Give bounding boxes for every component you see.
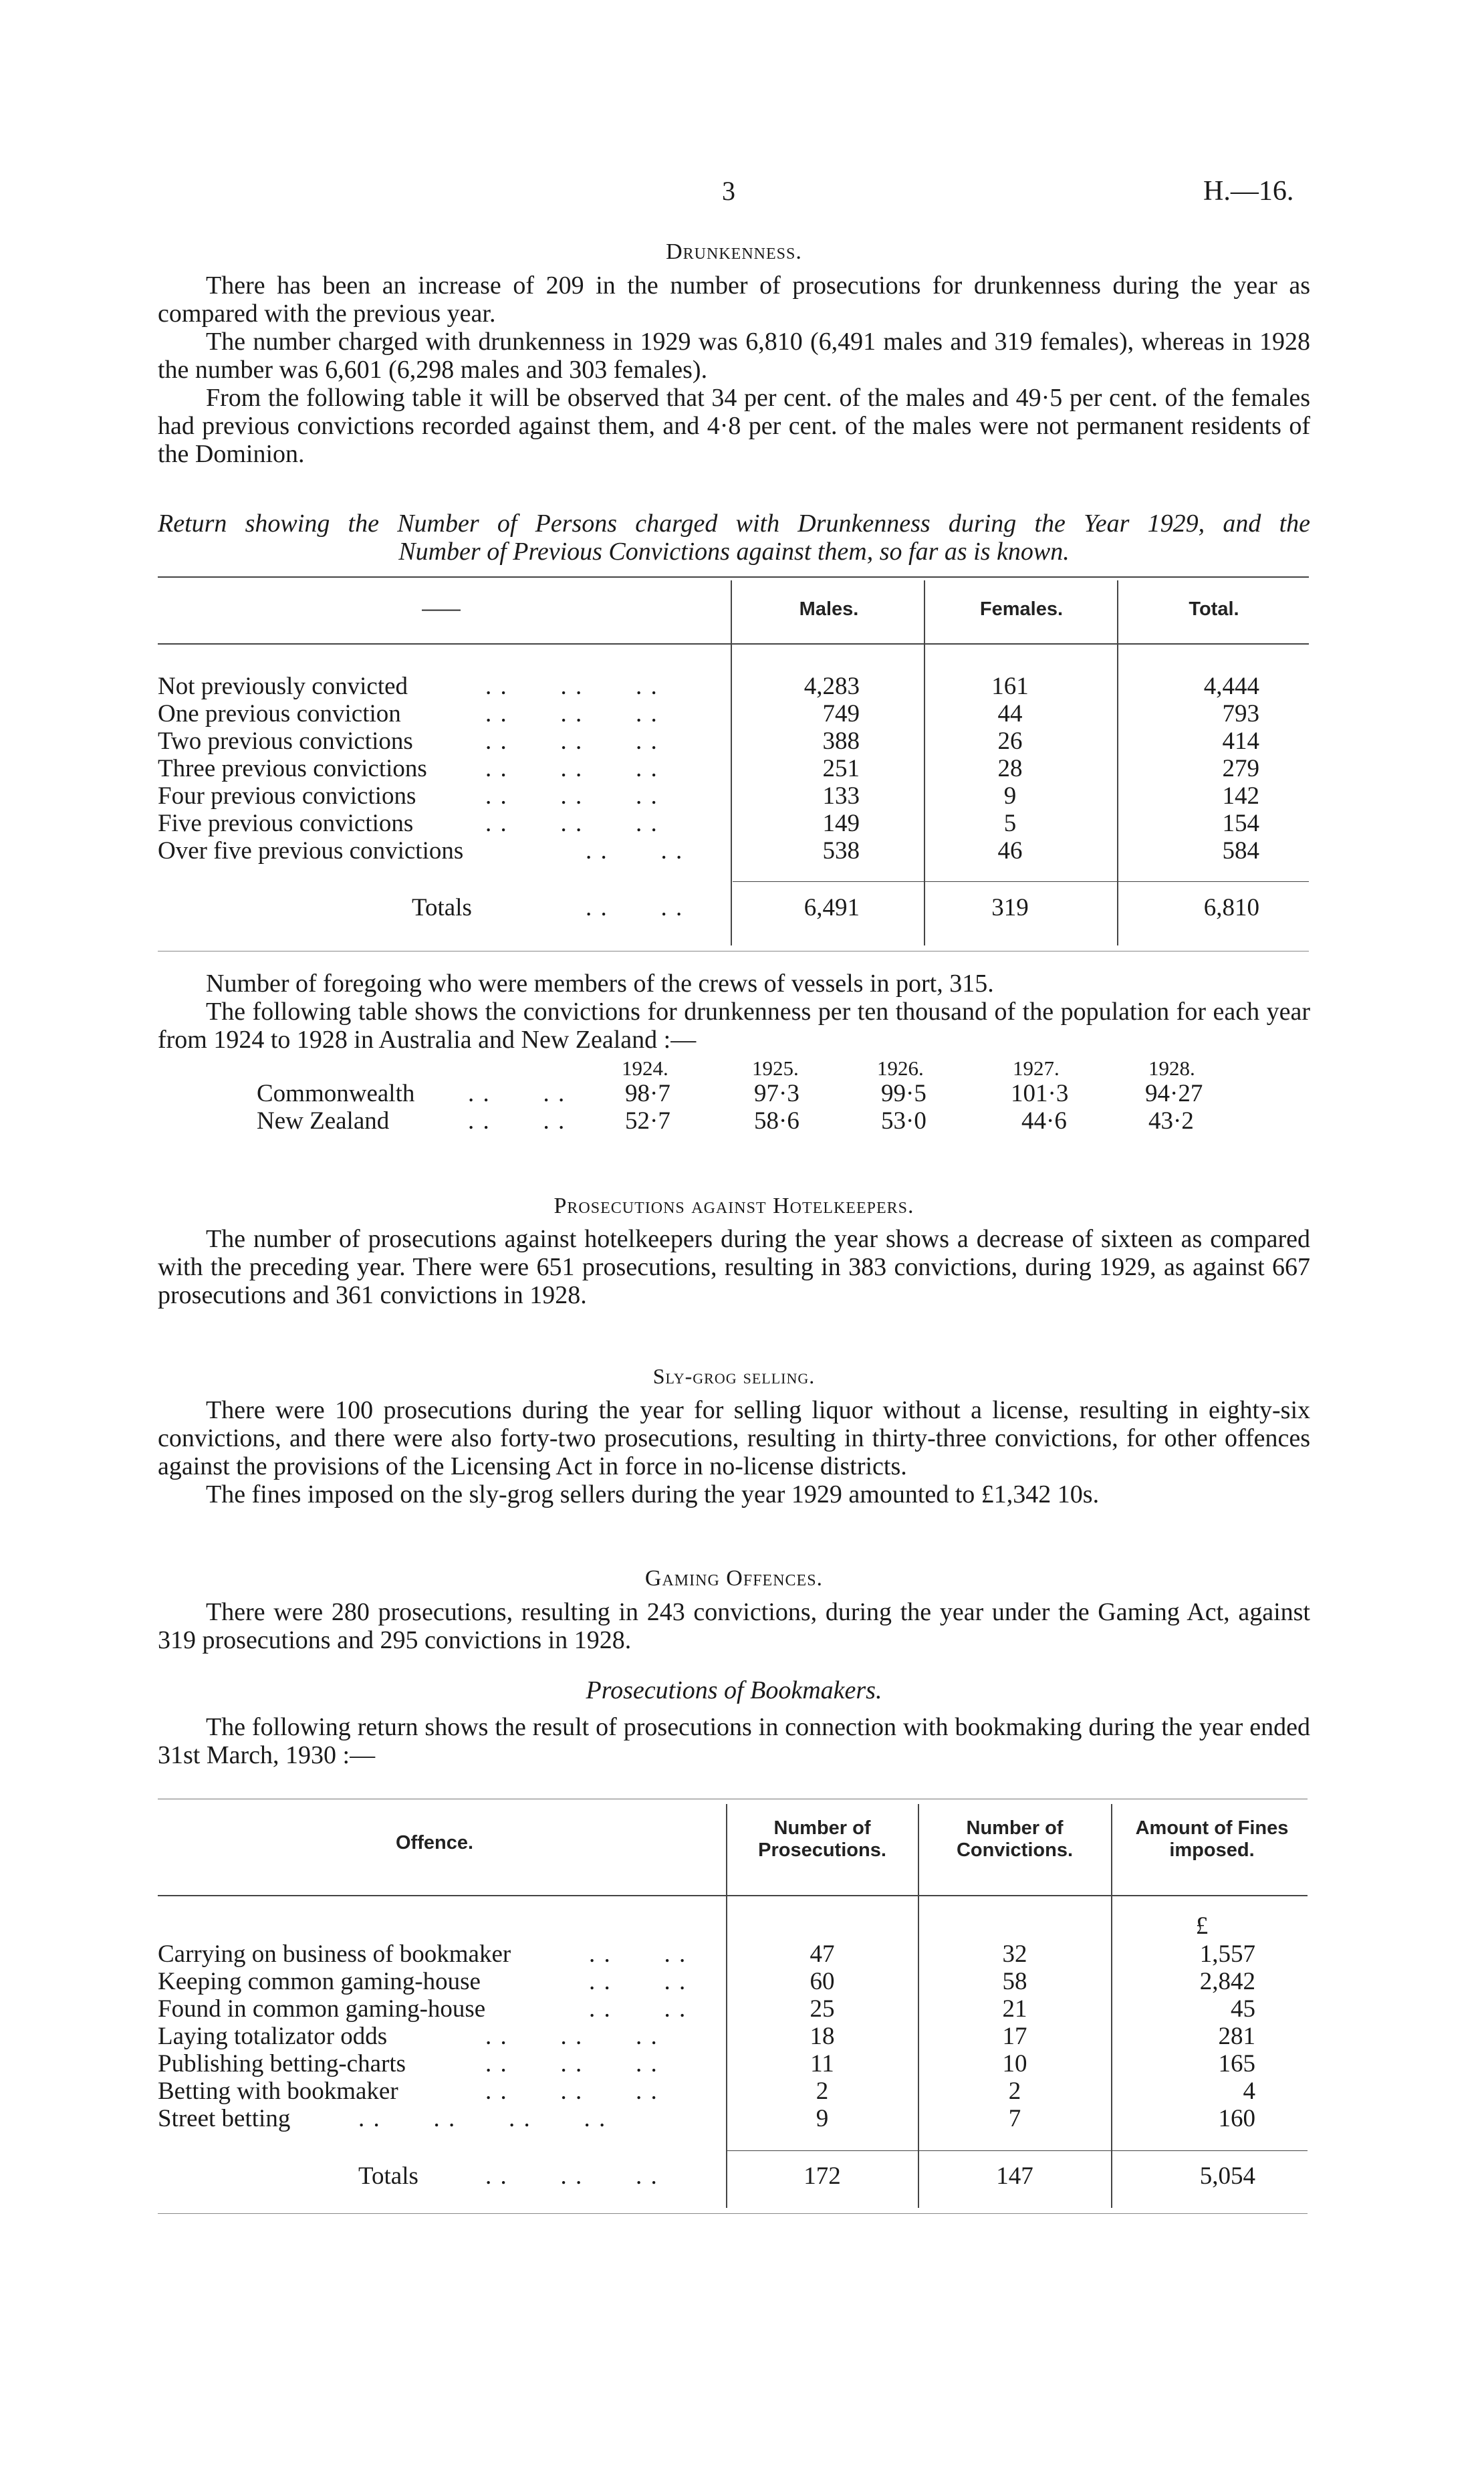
- col-header-total: Total.: [1189, 598, 1239, 620]
- rate-value: 98·7: [625, 1080, 670, 1107]
- fines-value: 281: [1218, 2023, 1255, 2050]
- table-row: [158, 2023, 1310, 2050]
- leader-dots: . . . .: [589, 1968, 687, 1995]
- table-row: [158, 782, 1310, 810]
- fines-value: 1,557: [1199, 1940, 1255, 1968]
- prosecutions-value: 9: [816, 2105, 829, 2132]
- rate-value: 99·5: [881, 1080, 926, 1107]
- convictions-value: 2: [1008, 2077, 1021, 2105]
- year-1926: 1926.: [877, 1056, 924, 1080]
- col-header-line: Convictions.: [956, 1839, 1073, 1861]
- col-header-convictions: [928, 1817, 1102, 1862]
- leader-dots: . . . .: [468, 1080, 566, 1107]
- table-head-rule: [158, 1895, 1308, 1896]
- drunkenness-paragraph-2: The number charged with drunkenness in 1929 was 6,810 (6,491 males and 319 females), whereas in 1928 the number was 6,601 (6,298 males and 303 females).: [158, 328, 1310, 384]
- total-value: 793: [1222, 700, 1259, 727]
- leader-dots: . . . .: [589, 1940, 687, 1968]
- leader-dots: . . . .: [468, 1107, 566, 1135]
- prosecutions-value: 2: [816, 2077, 829, 2105]
- leader-dots: . . . .: [586, 837, 684, 865]
- rates-row-label: Commonwealth: [257, 1080, 415, 1107]
- total-value: 584: [1222, 837, 1259, 865]
- females-value: 46: [997, 837, 1023, 865]
- leader-dots: . . . . . .: [485, 2162, 658, 2190]
- table-row: [158, 673, 1310, 700]
- totals-females: 319: [991, 894, 1029, 921]
- row-label: Keeping common gaming-house: [158, 1968, 481, 1995]
- col-header-line: Amount of Fines: [1135, 1817, 1289, 1839]
- rates-row: [0, 1080, 1484, 1107]
- bookmakers-intro: The following return shows the result of prosecutions in connection with bookmaking during the year ended 31st March, 1930 :—: [158, 1713, 1310, 1769]
- sly-grog-paragraph-1: There were 100 prosecutions during the year for selling liquor without a license, resulting in eighty-six convictions, and there were also forty-two prosecutions, resulting in thirty-three convictions, for other offences against the provisions of the Licensing Act in force in no-license districts.: [158, 1396, 1310, 1480]
- crews-line: Number of foregoing who were members of the crews of vessels in port, 315.: [206, 970, 994, 998]
- females-value: 26: [997, 727, 1023, 755]
- leader-dots: . . . . . . . .: [358, 2105, 607, 2132]
- row-label: Two previous convictions: [158, 727, 413, 755]
- convictions-value: 32: [1002, 1940, 1027, 1968]
- col-header-offence: Offence.: [395, 1832, 474, 1853]
- col-header-prosecutions: [735, 1817, 909, 1862]
- row-label: One previous conviction: [158, 700, 401, 727]
- leader-dots: . . . .: [586, 894, 684, 921]
- row-label: Publishing betting-charts: [158, 2050, 406, 2077]
- col-header-fines: [1115, 1817, 1309, 1862]
- col-header-males: Males.: [799, 598, 859, 620]
- row-label: Three previous convictions: [158, 755, 427, 782]
- total-value: 4,444: [1203, 673, 1259, 700]
- leader-dots: . . . . . .: [485, 2023, 658, 2050]
- table-totals-rule: [733, 881, 1309, 882]
- females-value: 28: [997, 755, 1023, 782]
- leader-dots: . . . . . .: [485, 810, 658, 837]
- prosecutions-value: 11: [810, 2050, 834, 2077]
- gaming-paragraph: There were 280 prosecutions, resulting in 243 convictions, during the year under the Gaming Act, against 319 prosecutions and 295 convictions in 1928.: [158, 1598, 1310, 1654]
- males-value: 251: [822, 755, 860, 782]
- table-caption-line-2: Number of Previous Convictions against them, so far as is known.: [398, 538, 1070, 566]
- leader-dots: . . . . . .: [485, 2050, 658, 2077]
- table-top-rule: [158, 576, 1309, 578]
- males-value: 749: [822, 700, 860, 727]
- rate-value: 52·7: [625, 1107, 670, 1135]
- total-value: 142: [1222, 782, 1259, 810]
- currency-symbol: £: [1195, 1912, 1209, 1940]
- fines-value: 2,842: [1199, 1968, 1255, 1995]
- col-header-line: Number of: [773, 1817, 871, 1839]
- leader-dots: . . . . . .: [485, 673, 658, 700]
- year-1927: 1927.: [1013, 1056, 1060, 1080]
- rate-value: 101·3: [1011, 1080, 1069, 1107]
- rates-row-label: New Zealand: [257, 1107, 390, 1135]
- leader-dots: . . . . . .: [485, 700, 658, 727]
- row-label: Not previously convicted: [158, 673, 408, 700]
- row-label: Betting with bookmaker: [158, 2077, 398, 2105]
- table-row: [158, 1968, 1310, 1995]
- section-title-sly-grog: Sly-grog selling.: [652, 1364, 816, 1388]
- col-header-females: Females.: [979, 598, 1064, 620]
- bookmakers-subtitle: Prosecutions of Bookmakers.: [586, 1676, 882, 1704]
- prosecutions-value: 18: [810, 2023, 835, 2050]
- rate-value: 53·0: [881, 1107, 926, 1135]
- convictions-value: 7: [1008, 2105, 1021, 2132]
- rate-value: 44·6: [1021, 1107, 1067, 1135]
- table-row: [158, 837, 1310, 865]
- drunkenness-paragraph-1: There has been an increase of 209 in the number of prosecutions for drunkenness during the year as compared with the previous year.: [158, 271, 1310, 328]
- totals-fines: 5,054: [1199, 2162, 1255, 2190]
- col-header-line: Prosecutions.: [758, 1839, 886, 1861]
- prosecutions-value: 25: [810, 1995, 835, 2023]
- table-row: [158, 700, 1310, 727]
- document-reference: H.—16.: [1203, 176, 1294, 207]
- males-value: 133: [822, 782, 860, 810]
- fines-value: 165: [1218, 2050, 1255, 2077]
- convictions-value: 10: [1002, 2050, 1027, 2077]
- row-label: Over five previous convictions: [158, 837, 464, 865]
- leader-dots: . . . . . .: [485, 2077, 658, 2105]
- row-label: Five previous convictions: [158, 810, 414, 837]
- females-value: 5: [1003, 810, 1017, 837]
- table-row: [158, 1995, 1310, 2023]
- table-totals-row: [158, 894, 1310, 921]
- convictions-value: 17: [1002, 2023, 1027, 2050]
- year-1928: 1928.: [1148, 1056, 1195, 1080]
- page-number: 3: [722, 176, 735, 206]
- leader-dots: . . . . . .: [485, 727, 658, 755]
- row-label: Four previous convictions: [158, 782, 416, 810]
- rate-value: 94·27: [1145, 1080, 1203, 1107]
- table-head-rule: [158, 643, 1309, 645]
- section-title-drunkenness: Drunkenness.: [666, 239, 802, 264]
- year-1925: 1925.: [752, 1056, 799, 1080]
- table-row: [158, 755, 1310, 782]
- currency-row: [158, 1912, 1310, 1940]
- totals-total: 6,810: [1203, 894, 1259, 921]
- row-label: Carrying on business of bookmaker: [158, 1940, 511, 1968]
- totals-prosecutions: 172: [803, 2162, 841, 2190]
- rate-value: 43·2: [1148, 1107, 1194, 1135]
- males-value: 4,283: [803, 673, 860, 700]
- table-row: [158, 2077, 1310, 2105]
- convictions-value: 21: [1002, 1995, 1027, 2023]
- table-row: [158, 1940, 1310, 1968]
- col-header-line: Number of: [966, 1817, 1064, 1839]
- females-value: 9: [1003, 782, 1017, 810]
- totals-convictions: 147: [996, 2162, 1033, 2190]
- table-row: [158, 2105, 1310, 2132]
- females-value: 161: [991, 673, 1029, 700]
- rates-year-header: [0, 1056, 1484, 1081]
- prosecutions-value: 60: [810, 1968, 835, 1995]
- totals-label: Totals: [358, 2162, 418, 2190]
- convictions-value: 58: [1002, 1968, 1027, 1995]
- section-title-hotelkeepers: Prosecutions against Hotelkeepers.: [553, 1194, 914, 1218]
- rate-value: 97·3: [754, 1080, 799, 1107]
- hotelkeepers-paragraph: The number of prosecutions against hotelkeepers during the year shows a decrease of sixteen as compared with the preceding year. There were 651 prosecutions, resulting in 383 convictions, during 1929, as against 667 prosecutions and 361 convictions in 1928.: [158, 1225, 1310, 1309]
- col-header-blank: ——: [422, 598, 461, 620]
- table-caption-line-1: Return showing the Number of Persons charged with Drunkenness during the Year 1929, and the: [158, 510, 1310, 538]
- sly-grog-paragraph-2: The fines imposed on the sly-grog sellers during the year 1929 amounted to £1,342 10s.: [206, 1480, 1100, 1508]
- col-header-line: imposed.: [1169, 1839, 1255, 1861]
- table-caption-drunkenness: [158, 510, 1310, 566]
- row-label: Laying totalizator odds: [158, 2023, 388, 2050]
- males-value: 388: [822, 727, 860, 755]
- leader-dots: . . . . . .: [485, 782, 658, 810]
- fines-value: 4: [1243, 2077, 1255, 2105]
- rates-intro: The following table shows the convictions for drunkenness per ten thousand of the population for each year from 1924 to 1928 in Australia and New Zealand :—: [158, 998, 1310, 1054]
- table-row: [158, 727, 1310, 755]
- table-bottom-rule: [158, 2213, 1308, 2214]
- table-row: [158, 2050, 1310, 2077]
- males-value: 149: [822, 810, 860, 837]
- total-value: 414: [1222, 727, 1259, 755]
- row-label: Street betting: [158, 2105, 291, 2132]
- year-1924: 1924.: [622, 1056, 668, 1080]
- totals-males: 6,491: [803, 894, 860, 921]
- rates-row: [0, 1107, 1484, 1135]
- drunkenness-paragraph-3: From the following table it will be observed that 34 per cent. of the males and 49·5 per cent. of the females had previous convictions recorded against them, and 4·8 per cent. of the males were not permanent residents of the Dominion.: [158, 384, 1310, 468]
- males-value: 538: [822, 837, 860, 865]
- table-totals-row: [158, 2162, 1310, 2190]
- total-value: 154: [1222, 810, 1259, 837]
- leader-dots: . . . .: [589, 1995, 687, 2023]
- leader-dots: . . . . . .: [485, 755, 658, 782]
- section-title-gaming: Gaming Offences.: [644, 1566, 824, 1591]
- females-value: 44: [997, 700, 1023, 727]
- total-value: 279: [1222, 755, 1259, 782]
- fines-value: 160: [1218, 2105, 1255, 2132]
- row-label: Found in common gaming-house: [158, 1995, 486, 2023]
- fines-value: 45: [1231, 1995, 1255, 2023]
- prosecutions-value: 47: [810, 1940, 835, 1968]
- rate-value: 58·6: [754, 1107, 799, 1135]
- table-totals-rule: [727, 2150, 1308, 2151]
- table-row: [158, 810, 1310, 837]
- totals-label: Totals: [412, 894, 472, 921]
